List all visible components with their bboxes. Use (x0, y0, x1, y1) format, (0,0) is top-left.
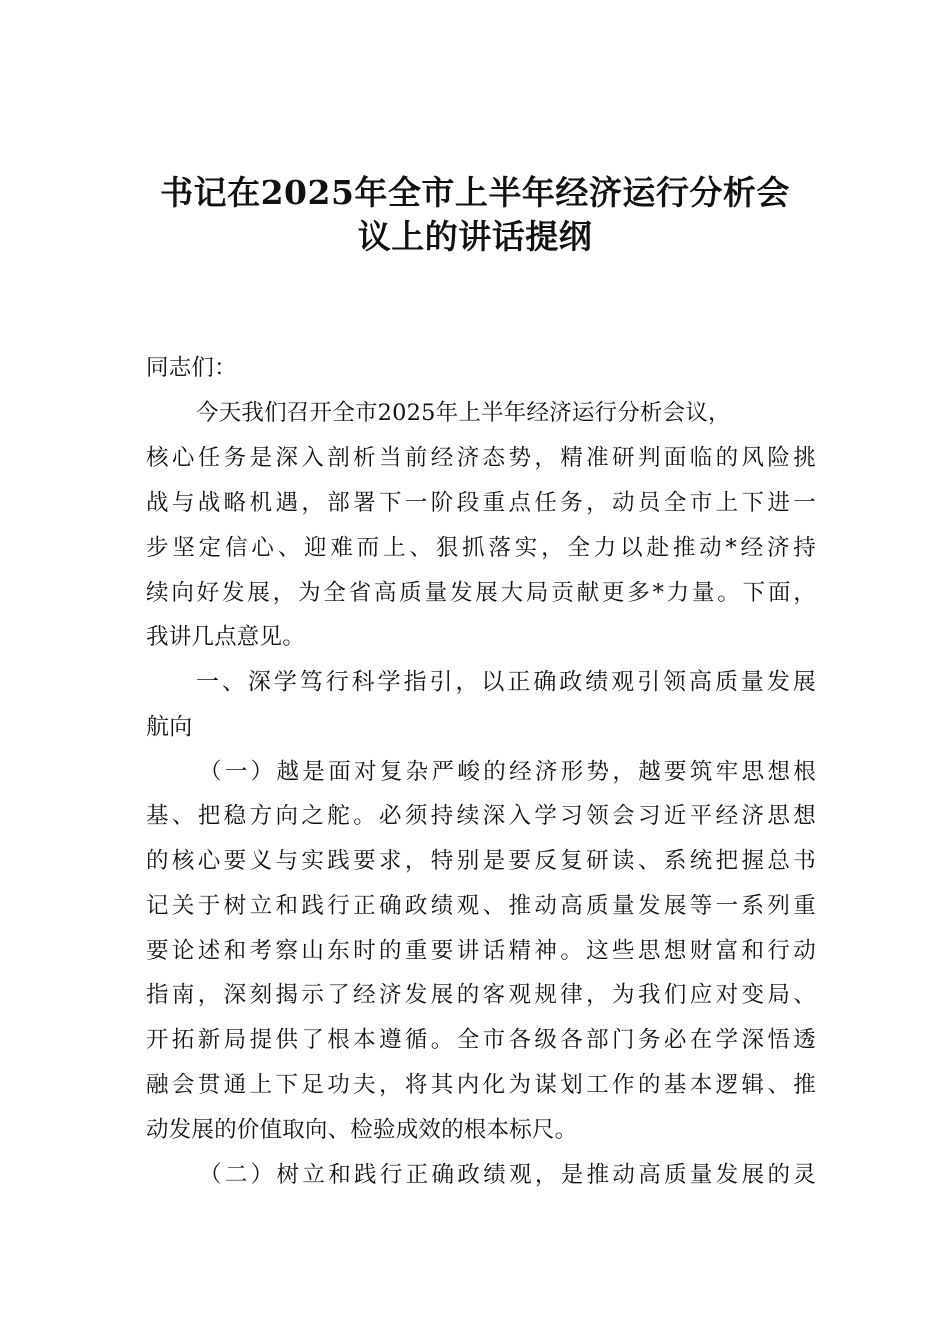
subsection-line: 记关于树立和践行正确政绩观、推动高质量发展等一系列重 (146, 893, 816, 919)
salutation: 同志们： (146, 355, 237, 381)
subsection-line: 指南，深刻揭示了经济发展的客观规律，为我们应对变局、 (146, 982, 816, 1008)
subsection-line: 动发展的价值取向、检验成效的根本标尺。 (146, 1117, 578, 1143)
section-heading-line: 一、深学笃行科学指引，以正确政绩观引领高质量发展 (196, 669, 816, 695)
subsection-line: 开拓新局提供了根本遵循。全市各级各部门务必在学深悟透 (146, 1027, 816, 1053)
subsection-line: 基、把稳方向之舵。必须持续深入学习领会习近平经济思想 (146, 803, 816, 829)
intro-line: 续向好发展，为全省高质量发展大局贡献更多*力量。下面， (146, 580, 816, 606)
intro-line: 核心任务是深入剖析当前经济态势，精准研判面临的风险挑 (146, 445, 816, 471)
subsection-line: （二）树立和践行正确政绩观，是推动高质量发展的灵 (199, 1162, 816, 1188)
document-title-line-2: 议上的讲话提纲 (357, 217, 593, 256)
subsection-line: 要论述和考察山东时的重要讲话精神。这些思想财富和行动 (146, 938, 816, 964)
intro-line: 今天我们召开全市2025年上半年经济运行分析会议， (196, 400, 731, 426)
subsection-line: 的核心要义与实践要求，特别是要反复研读、系统把握总书 (146, 848, 816, 874)
section-heading-line: 航向 (146, 714, 193, 740)
intro-line: 步坚定信心、迎难而上、狠抓落实，全力以赴推动*经济持 (146, 535, 816, 561)
intro-line: 我讲几点意见。 (146, 624, 305, 650)
subsection-line: （一）越是面对复杂严峻的经济形势，越要筑牢思想根 (199, 759, 816, 785)
document-title-line-1: 书记在2025年全市上半年经济运行分析会 (160, 173, 790, 212)
subsection-line: 融会贯通上下足功夫，将其内化为谋划工作的基本逻辑、推 (146, 1072, 816, 1098)
intro-line: 战与战略机遇，部署下一阶段重点任务，动员全市上下进一 (146, 490, 816, 516)
